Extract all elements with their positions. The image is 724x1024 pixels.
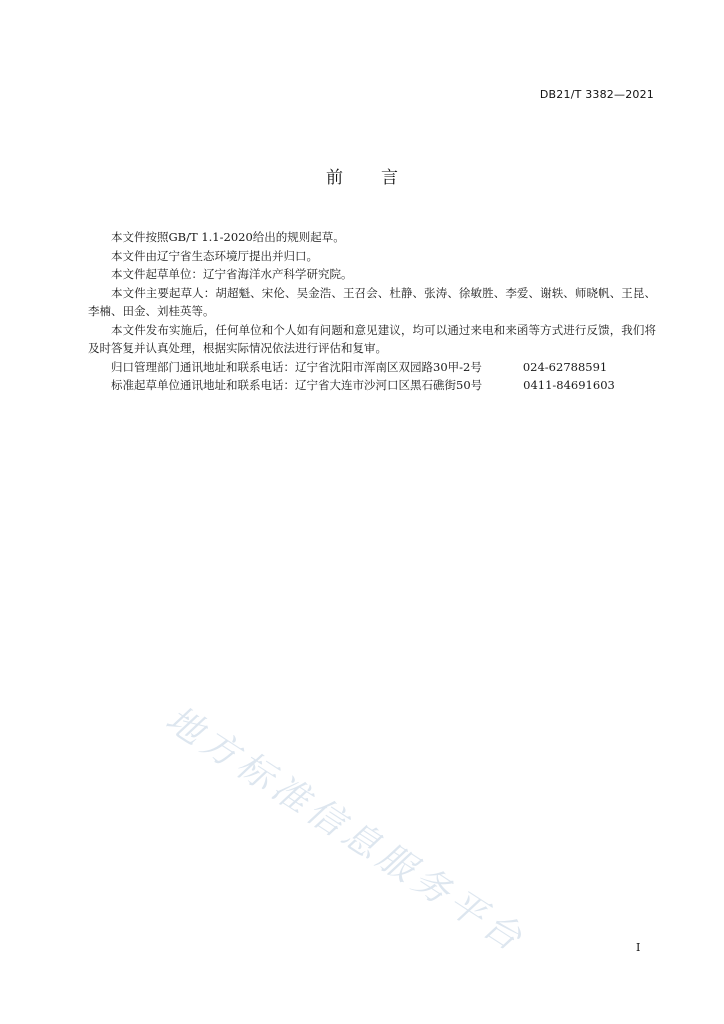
paragraph-drafting-unit: 本文件起草单位：辽宁省海洋水产科学研究院。 [111, 267, 353, 281]
contact-address: 标准起草单位通讯地址和联系电话：辽宁省大连市沙河口区黑石礁街50号 [111, 378, 483, 392]
title-char-2: 言 [381, 168, 398, 188]
paragraph-proposer: 本文件由辽宁省生态环境厅提出并归口。 [111, 248, 318, 263]
contact-line-drafting-unit [88, 376, 656, 395]
page-number: I [636, 941, 641, 954]
page-title [0, 163, 724, 188]
contact-phone: 0411-84691603 [523, 378, 615, 392]
contact-phone: 024-62788591 [522, 359, 608, 374]
paragraph-drafting-rules: 本文件按照GB/T 1.1-2020给出的规则起草。 [111, 230, 345, 244]
paragraph-drafters: 本文件主要起草人：胡超魁、宋伦、吴金浩、王召会、杜静、张涛、徐敏胜、李爱、谢轶、师晓帆、王昆、李楠、田金、刘桂英等。 [88, 285, 656, 318]
paragraph-feedback: 本文件发布实施后，任何单位和个人如有问题和意见建议，均可以通过来电和来函等方式进行反馈，我们将及时答复并认真处理，根据实际情况依法进行评估和复审。 [88, 322, 656, 355]
standard-code: DB21/T 3382—2021 [539, 88, 654, 101]
contact-line-management [88, 358, 656, 377]
document-body [88, 228, 656, 395]
title-char-1: 前 [326, 168, 343, 188]
watermark: 地方标准信息服务平台 [158, 698, 533, 962]
contact-address: 归口管理部门通讯地址和联系电话：辽宁省沈阳市浑南区双园路30甲-2号 [111, 359, 482, 374]
